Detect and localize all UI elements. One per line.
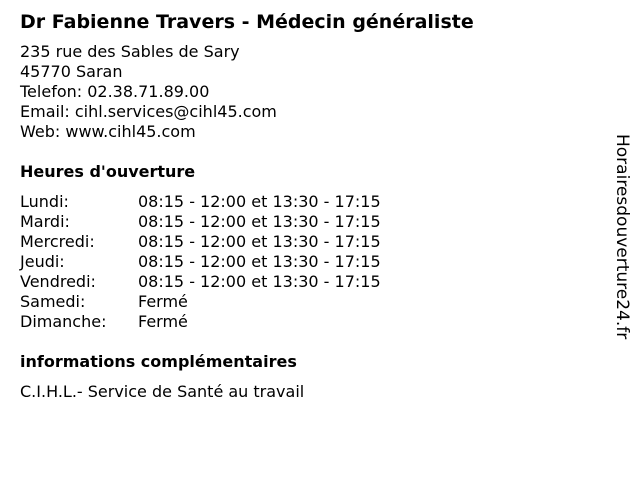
hours-time: 08:15 - 12:00 et 13:30 - 17:15: [138, 252, 381, 271]
hours-time: Fermé: [138, 312, 188, 331]
hours-row: [20, 192, 600, 212]
phone-line: Telefon: 02.38.71.89.00: [20, 82, 210, 101]
info-heading: informations complémentaires: [20, 352, 297, 371]
hours-time: 08:15 - 12:00 et 13:30 - 17:15: [138, 192, 381, 211]
address-street: 235 rue des Sables de Sary: [20, 42, 240, 61]
web-line: Web: www.cihl45.com: [20, 122, 196, 141]
hours-day: Vendredi:: [20, 272, 96, 291]
hours-day: Lundi:: [20, 192, 69, 211]
hours-row: [20, 252, 600, 272]
hours-row: [20, 292, 600, 312]
hours-time: 08:15 - 12:00 et 13:30 - 17:15: [138, 272, 381, 291]
email-line: Email: cihl.services@cihl45.com: [20, 102, 277, 121]
hours-row: [20, 232, 600, 252]
hours-row: [20, 272, 600, 292]
hours-row: [20, 212, 600, 232]
hours-day: Samedi:: [20, 292, 86, 311]
hours-day: Dimanche:: [20, 312, 107, 331]
address-city: 45770 Saran: [20, 62, 123, 81]
listing-card: [20, 10, 600, 402]
hours-day: Mercredi:: [20, 232, 95, 251]
hours-time: 08:15 - 12:00 et 13:30 - 17:15: [138, 232, 381, 251]
brand-watermark: Horairesdouverture24.fr: [612, 134, 632, 340]
hours-day: Mardi:: [20, 212, 70, 231]
hours-day: Jeudi:: [20, 252, 65, 271]
page-title: Dr Fabienne Travers - Médecin généraliste: [20, 11, 474, 33]
hours-heading: Heures d'ouverture: [20, 162, 196, 181]
hours-table: [20, 192, 600, 332]
contact-block: [20, 42, 600, 142]
info-text: C.I.H.L.- Service de Santé au travail: [20, 382, 305, 401]
hours-time: 08:15 - 12:00 et 13:30 - 17:15: [138, 212, 381, 231]
hours-row: [20, 312, 600, 332]
hours-time: Fermé: [138, 292, 188, 311]
